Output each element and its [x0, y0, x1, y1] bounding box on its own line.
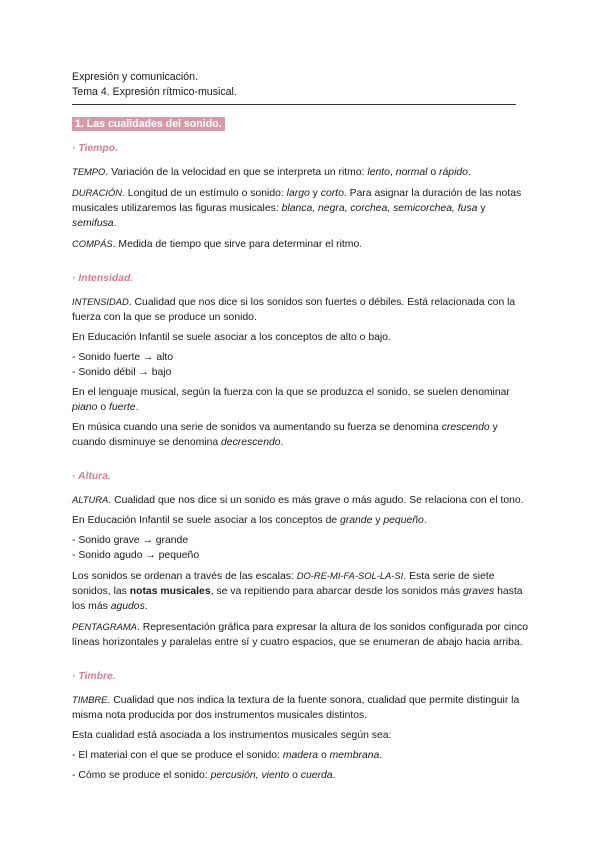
- list-item-material: - El material con el que se produce el sonido: madera o membrana.: [72, 750, 383, 761]
- paragraph-compas: COMPÁS. Medida de tiempo que sirve para determinar el ritmo.: [72, 238, 363, 250]
- term-tempo: TEMPO: [72, 166, 106, 177]
- list-item-sonido-fuerte: - Sonido fuerte → alto: [72, 352, 174, 363]
- paragraph-timbre: TIMBRE. Cualidad que nos indica la textura de la fuente sonora, cualidad que permite distinguir la misma nota producida por dos instrumentos musicales distintos.: [72, 694, 520, 721]
- list-item-sonido-debil: - Sonido débil → bajo: [72, 367, 172, 378]
- list-item-sonido-grave: - Sonido grave → grande: [72, 535, 189, 546]
- term-pentagrama: PENTAGRAMA: [72, 621, 137, 632]
- paragraph-duracion: DURACIÓN. Longitud de un estímulo o sonido: largo y corto. Para asignar la duración de las notas musicales utilizaremos las figuras musicales: blanca, negra, corchea, semicorchea, fusa y semifusa.: [72, 187, 522, 229]
- paragraph-intensidad: INTENSIDAD. Cualidad que nos dice si los sonidos son fuertes o débiles. Está relacionada con la fuerza con la que se produce un sonido.: [72, 296, 516, 323]
- paragraph-altura-infantil: En Educación Infantil se suele asociar a los conceptos de grande y pequeño.: [72, 515, 427, 526]
- paragraph-escalas: Los sonidos se ordenan a través de las escalas: DO-RE-MI-FA-SOL-LA-SI. Esta serie de siete sonidos, las notas musicales, se va repitiendo para abarcar desde los sonidos más graves hasta los más agudos.: [72, 570, 523, 612]
- term-compas: COMPÁS: [72, 238, 113, 249]
- term-intensidad: INTENSIDAD: [72, 296, 129, 307]
- paragraph-crescendo: En música cuando una serie de sonidos va aumentando su fuerza se denomina crescendo y cuando disminuye se denomina decrescendo.: [72, 422, 498, 448]
- paragraph-tempo: TEMPO. Variación de la velocidad en que se interpreta un ritmo: lento, normal o rápido.: [72, 166, 471, 178]
- paragraph-timbre-asociada: Esta cualidad está asociada a los instrumentos musicales según sea:: [72, 730, 392, 741]
- subheading-tiempo: · Tiempo.: [72, 143, 118, 154]
- subheading-altura: · Altura.: [72, 471, 111, 482]
- term-altura: ALTURA: [72, 494, 109, 505]
- section-title: 1. Las cualidades del sonido.: [72, 117, 225, 131]
- term-timbre: TIMBRE: [72, 694, 108, 705]
- paragraph-pentagrama: PENTAGRAMA. Representación gráfica para expresar la altura de los sonidos configurada por cinco líneas horizontales y paralelas entre sí y cuatro espacios, que se enumeran de abajo hacia arriba.: [72, 621, 528, 648]
- paragraph-intensidad-infantil: En Educación Infantil se suele asociar a los conceptos de alto o bajo.: [72, 332, 391, 343]
- header-divider: [72, 104, 516, 105]
- subheading-timbre: · Timbre.: [72, 671, 116, 682]
- subheading-intensidad: · Intensidad.: [72, 273, 134, 284]
- header-topic: Tema 4. Expresión rítmico-musical.: [72, 86, 237, 98]
- list-item-como: - Cómo se produce el sonido: percusión, viento o cuerda.: [72, 770, 336, 781]
- header-subject: Expresión y comunicación.: [72, 71, 199, 83]
- page-content: [72, 70, 530, 788]
- paragraph-altura: ALTURA. Cualidad que nos dice si un sonido es más grave o más agudo. Se relaciona con el tono.: [72, 494, 524, 506]
- term-duracion: DURACIÓN: [72, 187, 123, 198]
- list-item-sonido-agudo: - Sonido agudo → pequeño: [72, 550, 200, 561]
- scale-notes: DO-RE-MI-FA-SOL-LA-SI: [296, 570, 404, 581]
- paragraph-lenguaje-musical: En el lenguaje musical, según la fuerza con la que se produzca el sonido, se suelen denominar piano o fuerte.: [72, 387, 510, 413]
